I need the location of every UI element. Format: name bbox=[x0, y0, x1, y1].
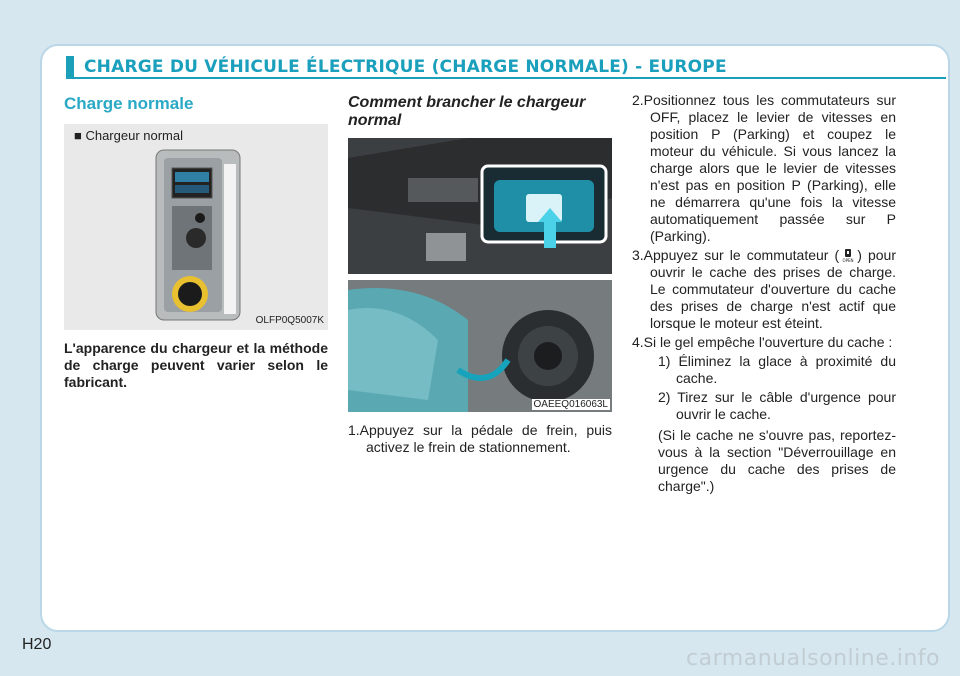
column-left bbox=[64, 92, 328, 391]
section-subtitle: Comment brancher le chargeur normal bbox=[348, 94, 586, 129]
charging-port-photo bbox=[348, 280, 612, 412]
subnote-text: (Si le cache ne s'ouvre pas, reportez-vous à la section "Déverrouillage en urgence du cache des prises de charge".) bbox=[658, 427, 896, 494]
column-right bbox=[632, 92, 896, 499]
step-4-text: 4.Si le gel empêche l'ouverture du cache : bbox=[632, 334, 893, 350]
substep-1-text: 1) Éliminez la glace à proximité du cache. bbox=[658, 353, 896, 386]
page-header-title: CHARGE DU VÉHICULE ÉLECTRIQUE (CHARGE NORMALE) - EUROPE bbox=[84, 57, 727, 77]
step-1 bbox=[348, 422, 612, 456]
header-underline bbox=[66, 77, 946, 79]
substep-2-text: 2) Tirez sur le câble d'urgence pour ouvrir le cache. bbox=[658, 389, 896, 422]
page-number: H20 bbox=[22, 636, 52, 653]
header-accent-bar bbox=[66, 56, 74, 78]
step-2-text: 2.Positionnez tous les commutateurs sur OFF, placez le levier de vitesses en position P (Parking) et coupez le moteur du véhicule. Si vous lancez la charge alors que le levier de vitesses n'est pas en position P (Parking), elle ne démarrera qu'une fois la vitesse automatiquement passée sur P (Parking). bbox=[632, 92, 896, 244]
section-title: Charge normale bbox=[64, 94, 194, 113]
charging-port-illustration bbox=[348, 280, 612, 412]
step-1-text: 1.Appuyez sur la pédale de frein, puis activez le frein de stationnement. bbox=[348, 422, 612, 455]
dashboard-photo bbox=[348, 138, 612, 274]
figure-caption: ■ Chargeur normal bbox=[74, 128, 184, 143]
charger-illustration bbox=[64, 124, 328, 330]
charge-door-switch-icon bbox=[841, 248, 855, 263]
photo-code: OAEEQ016063L bbox=[533, 399, 608, 410]
step-3-text bbox=[632, 247, 896, 332]
step-3-text-a: 3.Appuyez sur le commutateur ( bbox=[632, 247, 840, 263]
watermark: carmanualsonline.info bbox=[686, 646, 940, 671]
step-3-text-b: ) pour ouvrir le cache des prises de charge. Le commutateur d'ouverture du cache des prises de charge n'est actif que lorsque le moteur est éteint. bbox=[650, 247, 897, 331]
charger-note: L'apparence du chargeur et la méthode de charge peuvent varier selon le fabricant. bbox=[64, 340, 328, 390]
svg-text:OPEN: OPEN bbox=[842, 258, 854, 263]
figure-code: OLFP0Q5007K bbox=[255, 315, 324, 326]
dashboard-illustration bbox=[348, 138, 612, 274]
column-middle bbox=[348, 92, 612, 458]
charger-figure bbox=[64, 124, 328, 330]
